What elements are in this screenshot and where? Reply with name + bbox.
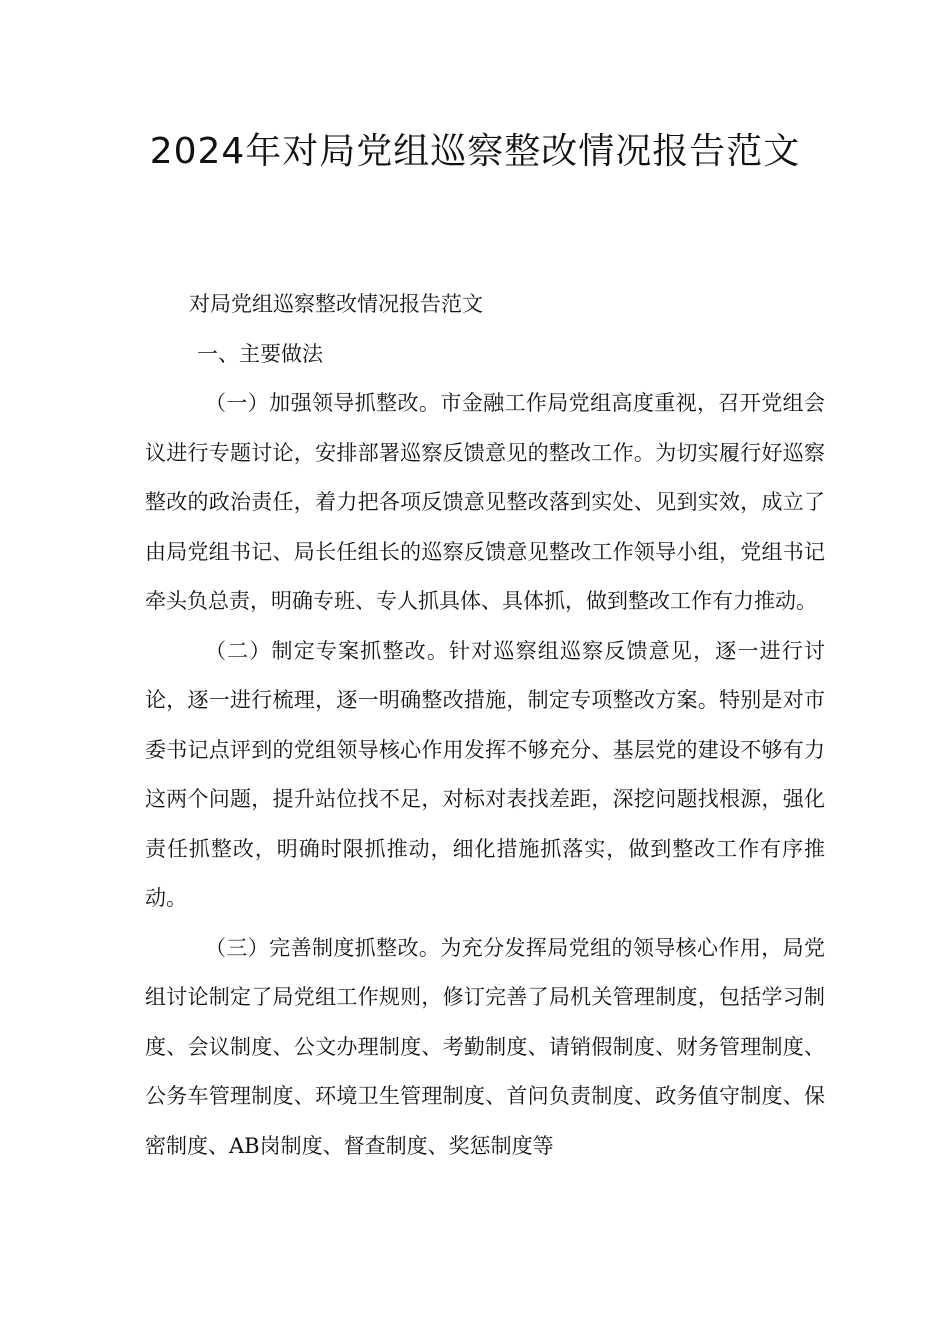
paragraph-2: （二）制定专案抓整改。针对巡察组巡察反馈意见，逐一进行讨论，逐一进行梳理，逐一明确整改措施，制定专项整改方案。特别是对市委书记点评到的党组领导核心作用发挥不够充分、基层党的建设不够有力这两个问题，提升站位找不足，对标对表找差距，深挖问题找根源，强化责任抓整改，明确时限抓推动，细化措施抓落实，做到整改工作有序推动。 [145, 638, 825, 910]
document-subtitle: 对局党组巡察整改情况报告范文 [189, 292, 483, 316]
section-heading: 一、主要做法 [197, 341, 323, 366]
paragraph-3: （三）完善制度抓整改。为充分发挥局党组的领导核心作用，局党组讨论制定了局党组工作规则，修订完善了局机关管理制度，包括学习制度、会议制度、公文办理制度、考勤制度、请销假制度、财务管理制度、公务车管理制度、环境卫生管理制度、首问负责制度、政务值守制度、保密制度、AB岗制度、督查制度、奖惩制度等 [145, 935, 825, 1158]
document-body [145, 280, 825, 1171]
document-title: 2024年对局党组巡察整改情况报告范文 [149, 131, 801, 172]
paragraph-1: （一）加强领导抓整改。市金融工作局党组高度重视，召开党组会议进行专题讨论，安排部署巡察反馈意见的整改工作。为切实履行好巡察整改的政治责任，着力把各项反馈意见整改落到实处、见到实效，成立了由局党组书记、局长任组长的巡察反馈意见整改工作领导小组，党组书记牵头负总责，明确专班、专人抓具体、具体抓，做到整改工作有力推动。 [145, 391, 825, 613]
